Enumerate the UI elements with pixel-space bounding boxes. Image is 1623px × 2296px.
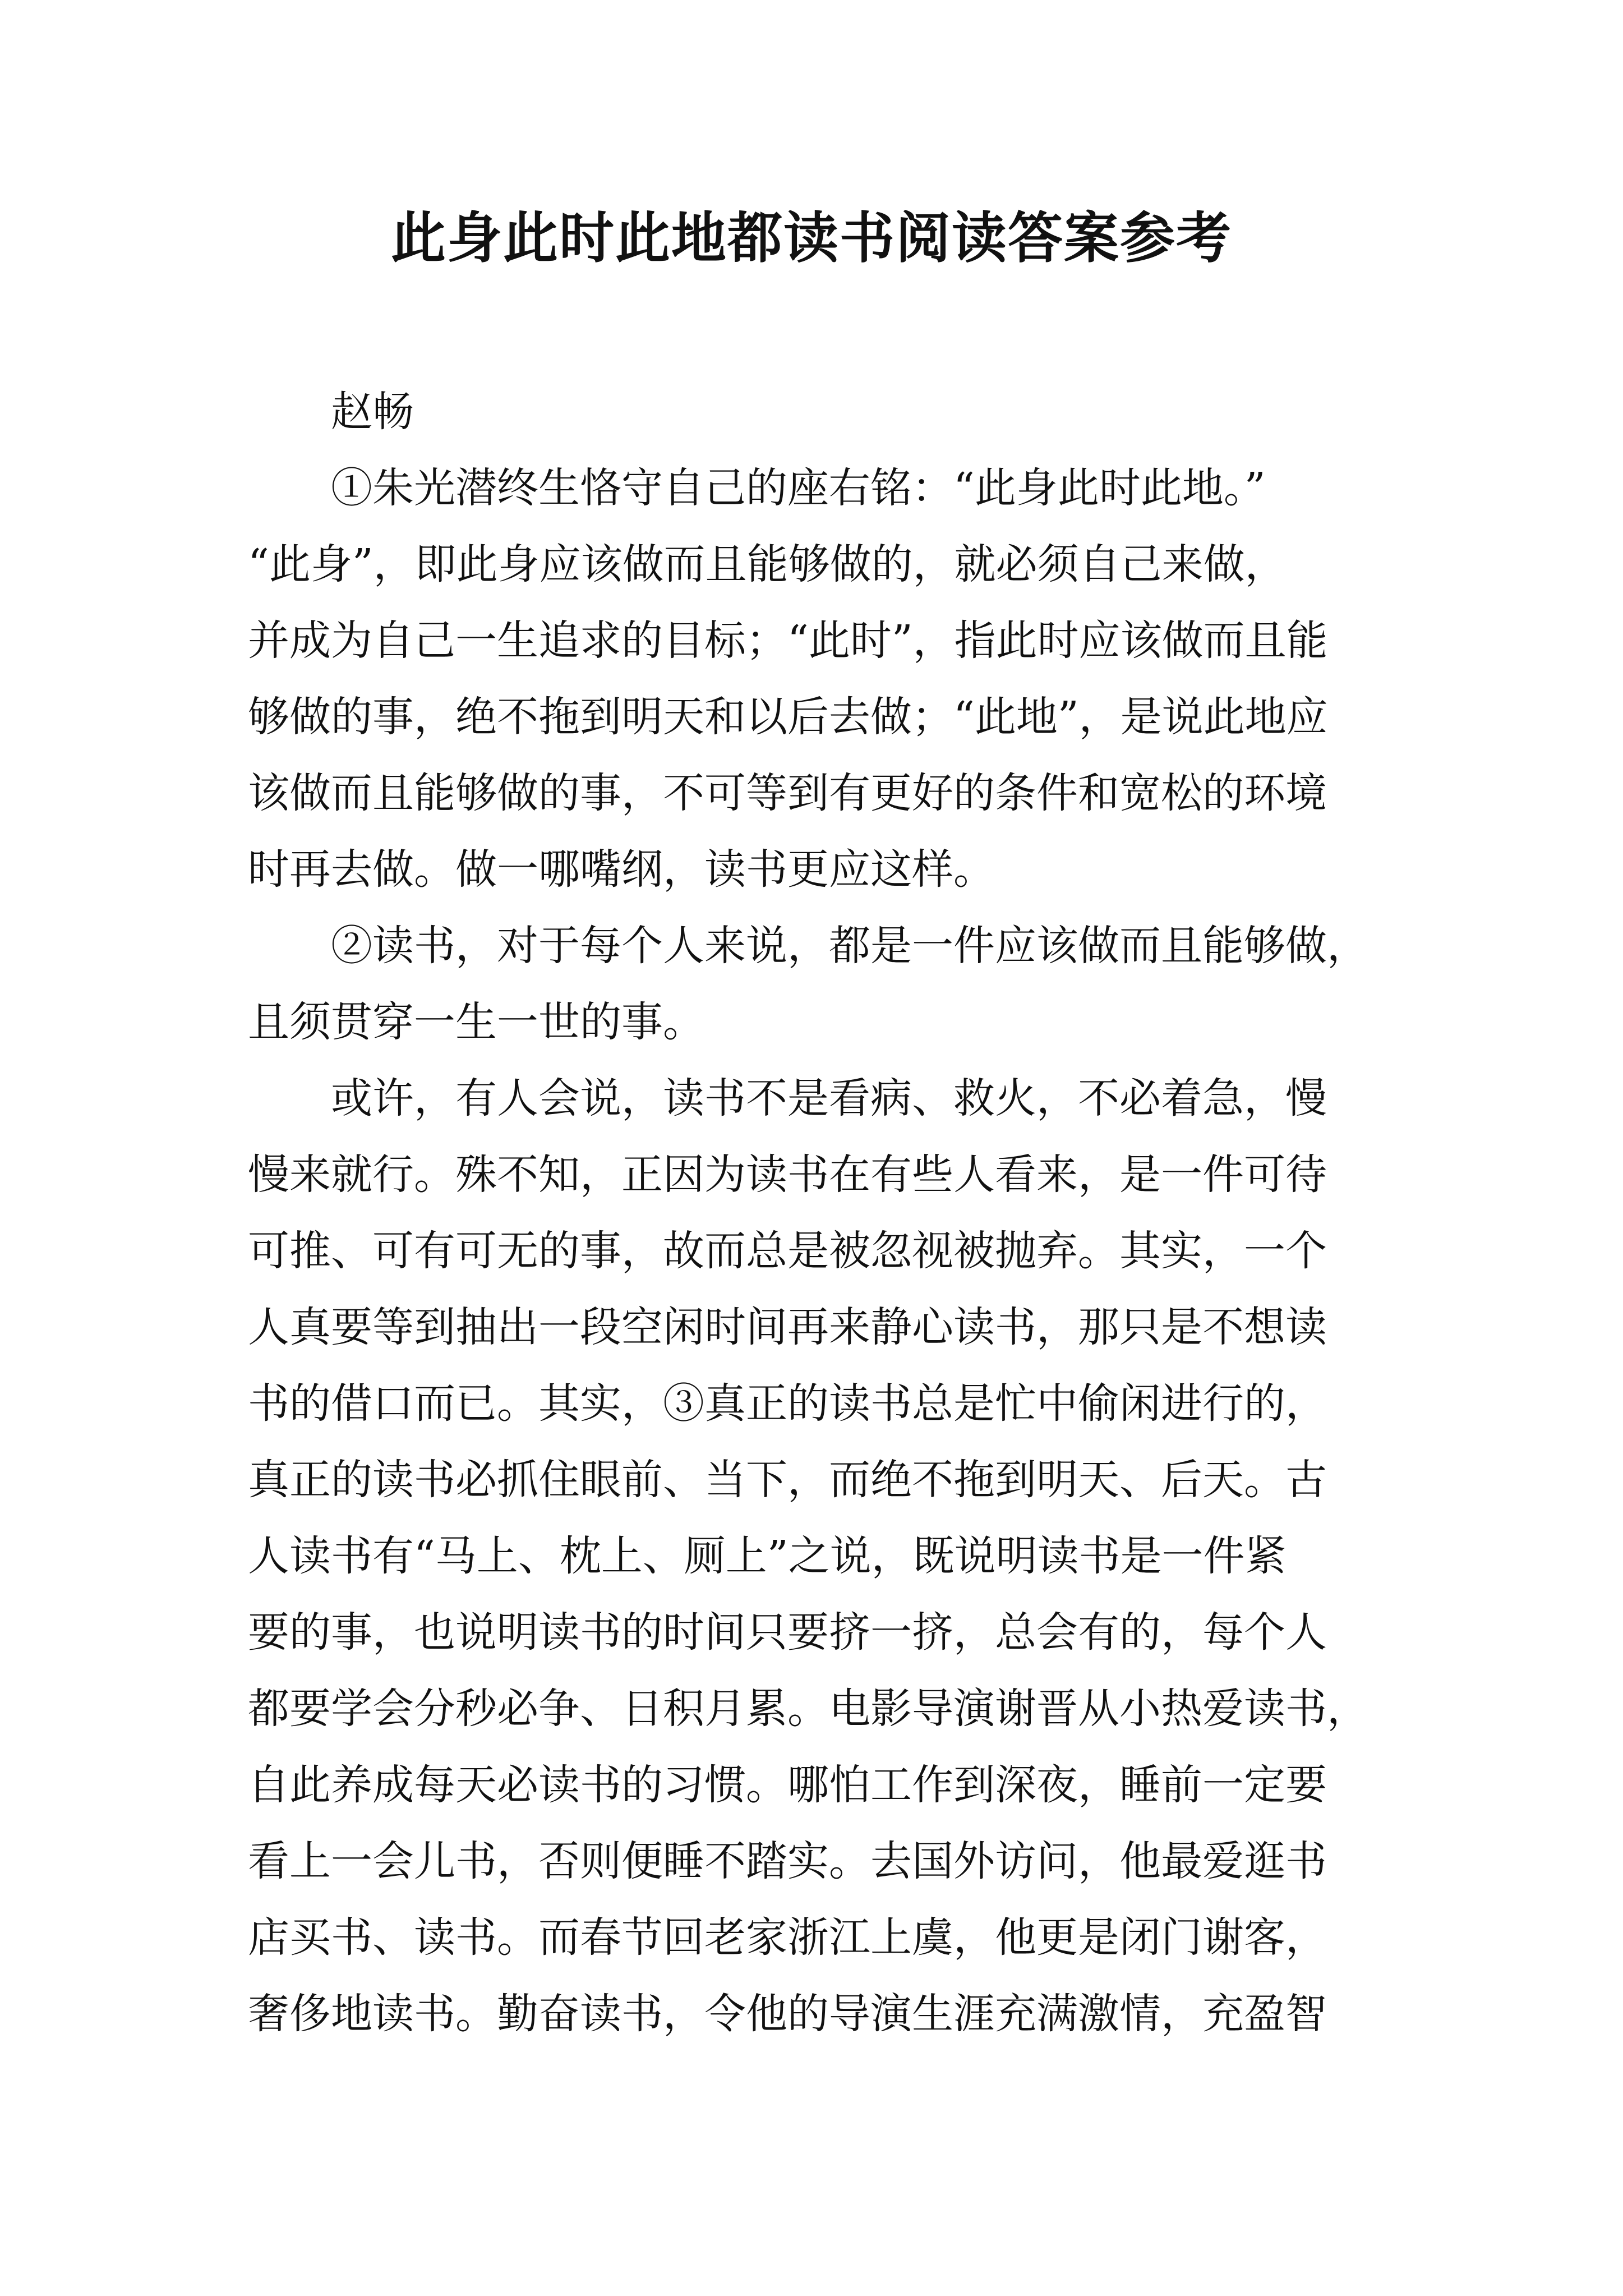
- author-line: 赵畅: [331, 388, 414, 436]
- paragraph-3: 或许，有人会说，读书不是看病、救火，不必着急，慢 慢来就行。殊不知，正因为读书在有些人看来，是一件可待 可推、可有可无的事，故而总是被忽视被抛弃。其实，一个 人真要等到抽出一段空闲时间再来静心读书，那只是不想读 书的借口而已。其实，③真正的读书总是忙中偷闲进行的， 真正的读书必抓住眼前、当下，而绝不拖到明天、后天。古 人读书有“马上、枕上、厕上”之说，既说明读书是一件紧 要的事，也说明读书的时间只要挤一挤，总会有的，每个人 都要学会分秒必争、日积月累。电影导演谢晋从小热爱读书， 自此养成每天必读书的习惯。哪怕工作到深夜，睡前一定要 看上一会儿书，否则便睡不踏实。去国外访问，他最爱逛书 店买书、读书。而春节回老家浙江上虞，他更是闭门谢客， 奢侈地读书。勤奋读书，令他的导演生涯充满激情，充盈智: [248, 1074, 1368, 2038]
- paragraph-1: ①朱光潜终生恪守自己的座右铭：“此身此时此地。” “此身”，即此身应该做而且能够做的，就必须自己来做， 并成为自己一生追求的目标；“此时”，指此时应该做而且能 够做的事，绝不拖到明天和以后去做；“此地”，是说此地应 该做而且能够做的事，不可等到有更好的条件和宽松的环境 时再去做。做一哪嘴纲，读书更应这样。: [248, 464, 1328, 894]
- document-body: [248, 374, 1381, 2052]
- document-title: 此身此时此地都读书阅读答案参考: [390, 206, 1232, 270]
- paragraph-2: ②读书，对于每个人来说，都是一件应该做而且能够做， 且须贯穿一生一世的事。: [248, 922, 1368, 1046]
